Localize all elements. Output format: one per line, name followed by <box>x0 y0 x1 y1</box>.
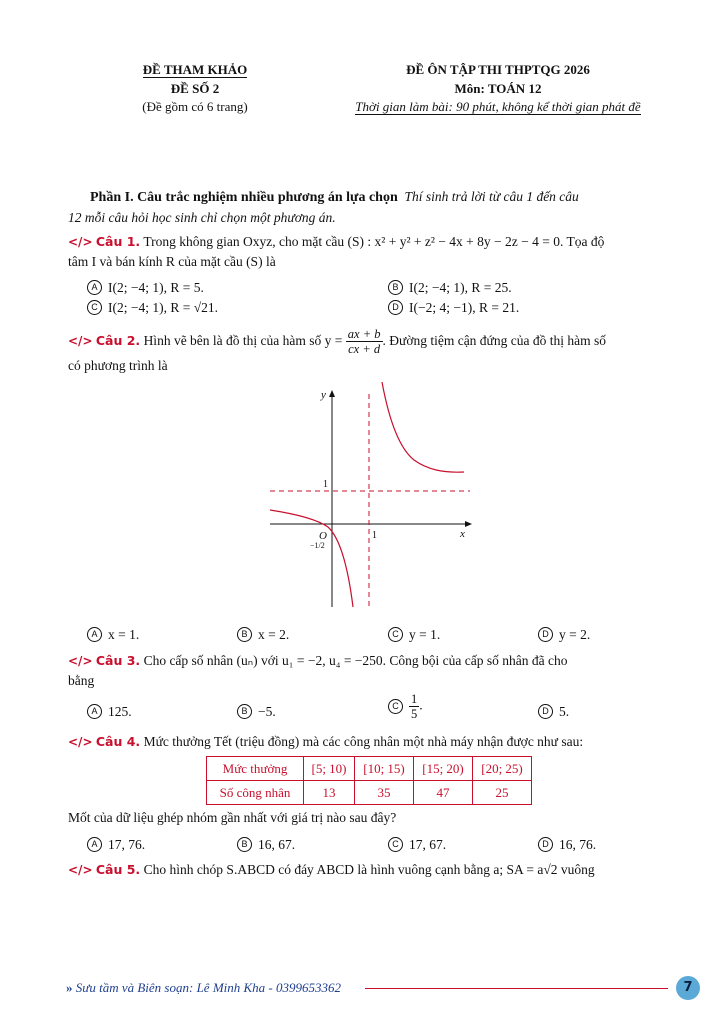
section-instr-1: Thí sinh trả lời từ câu 1 đến câu <box>404 189 579 204</box>
q4-option-b[interactable] <box>237 836 295 854</box>
table-cell: Số công nhân <box>207 781 304 805</box>
q2-line2: có phương trình là <box>68 358 168 374</box>
table-row <box>207 757 532 781</box>
table-cell: 13 <box>304 781 355 805</box>
option-text: 16, 67. <box>258 837 296 852</box>
header-left <box>120 62 270 115</box>
option-text: I(2; −4; 1), R = 5. <box>108 280 204 295</box>
origin-label: O <box>319 530 327 542</box>
option-suffix: . <box>419 697 423 713</box>
option-text: −5. <box>258 704 276 719</box>
question-label: Câu 3. <box>95 653 141 668</box>
q4-line1: Mức thưởng Tết (triệu đồng) mà các công nhân một nhà máy nhận được như sau: <box>143 734 584 749</box>
question-label: Câu 2. <box>95 333 141 348</box>
option-key: A <box>87 704 102 719</box>
q2-line1-b: . Đường tiệm cận đứng của đồ thị hàm số <box>382 333 606 348</box>
question-5 <box>68 860 680 880</box>
option-text: x = 1. <box>108 627 140 642</box>
footer-credit: Sưu tầm và Biên soạn: Lê Minh Kha - 0399653362 <box>75 980 342 995</box>
header-right-title: ĐỀ ÔN TẬP THI THPTQG 2026 <box>406 62 590 77</box>
q2-option-a[interactable] <box>87 626 139 644</box>
table-cell: [10; 15) <box>355 757 414 781</box>
question-diamond-icon: </> <box>68 334 93 348</box>
question-1 <box>68 232 680 272</box>
option-key: C <box>388 837 403 852</box>
question-label: Câu 4. <box>95 734 141 749</box>
curve-left-branch <box>270 510 353 607</box>
option-key: A <box>87 837 102 852</box>
q1-option-d[interactable] <box>388 299 519 317</box>
option-text: 17, 67. <box>409 837 447 852</box>
option-text: 125. <box>108 704 132 719</box>
option-key: B <box>237 837 252 852</box>
y-axis-arrow <box>329 390 335 397</box>
section-title: Phần I. Câu trắc nghiệm nhiều phương án lựa chọn <box>90 190 398 205</box>
x-axis-label: x <box>460 528 465 540</box>
section-intro <box>68 187 680 228</box>
question-diamond-icon: </> <box>68 735 93 749</box>
option-key: C <box>388 627 403 642</box>
q1-option-a[interactable] <box>87 279 204 297</box>
header-right-note: Thời gian làm bài: 90 phút, không kể thời gian phát đề <box>355 99 641 114</box>
table-cell: [5; 10) <box>304 757 355 781</box>
q3-option-d[interactable] <box>538 703 569 721</box>
option-text: 17, 76. <box>108 837 146 852</box>
q1-line2: tâm I và bán kính R của mặt cầu (S) là <box>68 254 276 269</box>
table-cell: 47 <box>414 781 473 805</box>
q1-line1: Trong không gian Oxyz, cho mặt cầu (S) : x² + y² + z² − 4x + 8y − 2z − 4 = 0. Tọa độ <box>143 234 605 249</box>
question-2 <box>68 326 680 376</box>
q4-table <box>206 756 532 805</box>
fraction-numerator: ax + b <box>347 327 381 342</box>
option-key: D <box>538 704 553 719</box>
page-number: 7 <box>676 976 700 1000</box>
q2-fraction <box>346 327 383 356</box>
curve-right-branch <box>382 382 464 472</box>
q1-option-c[interactable] <box>87 299 218 317</box>
fraction-denominator: cx + d <box>348 342 381 357</box>
question-diamond-icon: </> <box>68 235 93 249</box>
option-key: D <box>538 837 553 852</box>
question-4 <box>68 732 680 752</box>
option-text: I(−2; 4; −1), R = 21. <box>409 300 520 315</box>
question-label: Câu 1. <box>95 234 141 249</box>
header-left-title: ĐỀ THAM KHẢO <box>142 62 248 77</box>
question-diamond-icon: </> <box>68 863 93 877</box>
q2-option-c[interactable] <box>388 626 440 644</box>
q3-option-b[interactable] <box>237 703 276 721</box>
footer-marker-icon: » <box>66 980 73 995</box>
y-axis-label: y <box>321 389 326 401</box>
option-key: C <box>87 300 102 315</box>
fraction-numerator: 1 <box>411 692 418 706</box>
option-text: I(2; −4; 1), R = √21. <box>108 300 219 315</box>
q4-option-c[interactable] <box>388 836 446 854</box>
q3-fraction <box>409 692 419 721</box>
option-text: y = 2. <box>559 627 591 642</box>
question-3 <box>68 651 680 691</box>
table-cell: 35 <box>355 781 414 805</box>
header-right <box>322 62 674 115</box>
option-key: B <box>237 704 252 719</box>
option-text: I(2; −4; 1), R = 25. <box>409 280 512 295</box>
table-cell: [20; 25) <box>473 757 532 781</box>
q4-line2: Mốt của dữ liệu ghép nhóm gần nhất với giá trị nào sau đây? <box>68 810 397 825</box>
tick-neg-half: −1/2 <box>310 541 325 550</box>
table-cell: [15; 20) <box>414 757 473 781</box>
option-text: x = 2. <box>258 627 290 642</box>
q3-line2: bằng <box>68 673 95 688</box>
tick-y-1: 1 <box>323 479 328 490</box>
q1-option-b[interactable] <box>388 279 512 297</box>
footer-rule <box>365 988 668 989</box>
tick-x-1: 1 <box>372 530 377 541</box>
section-instr-2: 12 mỗi câu hỏi học sinh chỉ chọn một phương án. <box>68 210 336 225</box>
q3-line1: Cho cấp số nhân (uₙ) với u₁ = −2, u₄ = −250. Công bội của cấp số nhân đã cho <box>143 653 568 668</box>
question-label: Câu 5. <box>95 862 141 877</box>
option-key: D <box>538 627 553 642</box>
header-right-sub: Môn: TOÁN 12 <box>454 81 542 96</box>
q2-option-b[interactable] <box>237 626 289 644</box>
option-key: B <box>237 627 252 642</box>
q4-option-d[interactable] <box>538 836 596 854</box>
table-cell: Mức thưởng <box>207 757 304 781</box>
q4-option-a[interactable] <box>87 836 145 854</box>
header-left-sub: ĐỀ SỐ 2 <box>170 81 220 96</box>
q3-option-a[interactable] <box>87 703 132 721</box>
option-key: B <box>388 280 403 295</box>
x-axis-arrow <box>465 521 472 527</box>
header-left-note: (Đề gồm có 6 trang) <box>142 99 248 114</box>
q5-line1: Cho hình chóp S.ABCD có đáy ABCD là hình vuông cạnh bằng a; SA = a√2 vuông <box>143 862 595 877</box>
table-row <box>207 781 532 805</box>
q3-option-c[interactable] <box>388 692 423 721</box>
option-text: 16, 76. <box>559 837 597 852</box>
option-key: A <box>87 280 102 295</box>
fraction-denominator: 5 <box>411 707 418 721</box>
option-key: D <box>388 300 403 315</box>
option-key: A <box>87 627 102 642</box>
q2-line1-a: Hình vẽ bên là đồ thị của hàm số y = <box>143 333 343 348</box>
question-diamond-icon: </> <box>68 654 93 668</box>
q2-graph <box>262 382 477 610</box>
footer <box>66 980 386 996</box>
option-key: C <box>388 699 403 714</box>
q2-option-d[interactable] <box>538 626 590 644</box>
option-text: y = 1. <box>409 627 441 642</box>
option-text: 5. <box>559 704 570 719</box>
table-cell: 25 <box>473 781 532 805</box>
